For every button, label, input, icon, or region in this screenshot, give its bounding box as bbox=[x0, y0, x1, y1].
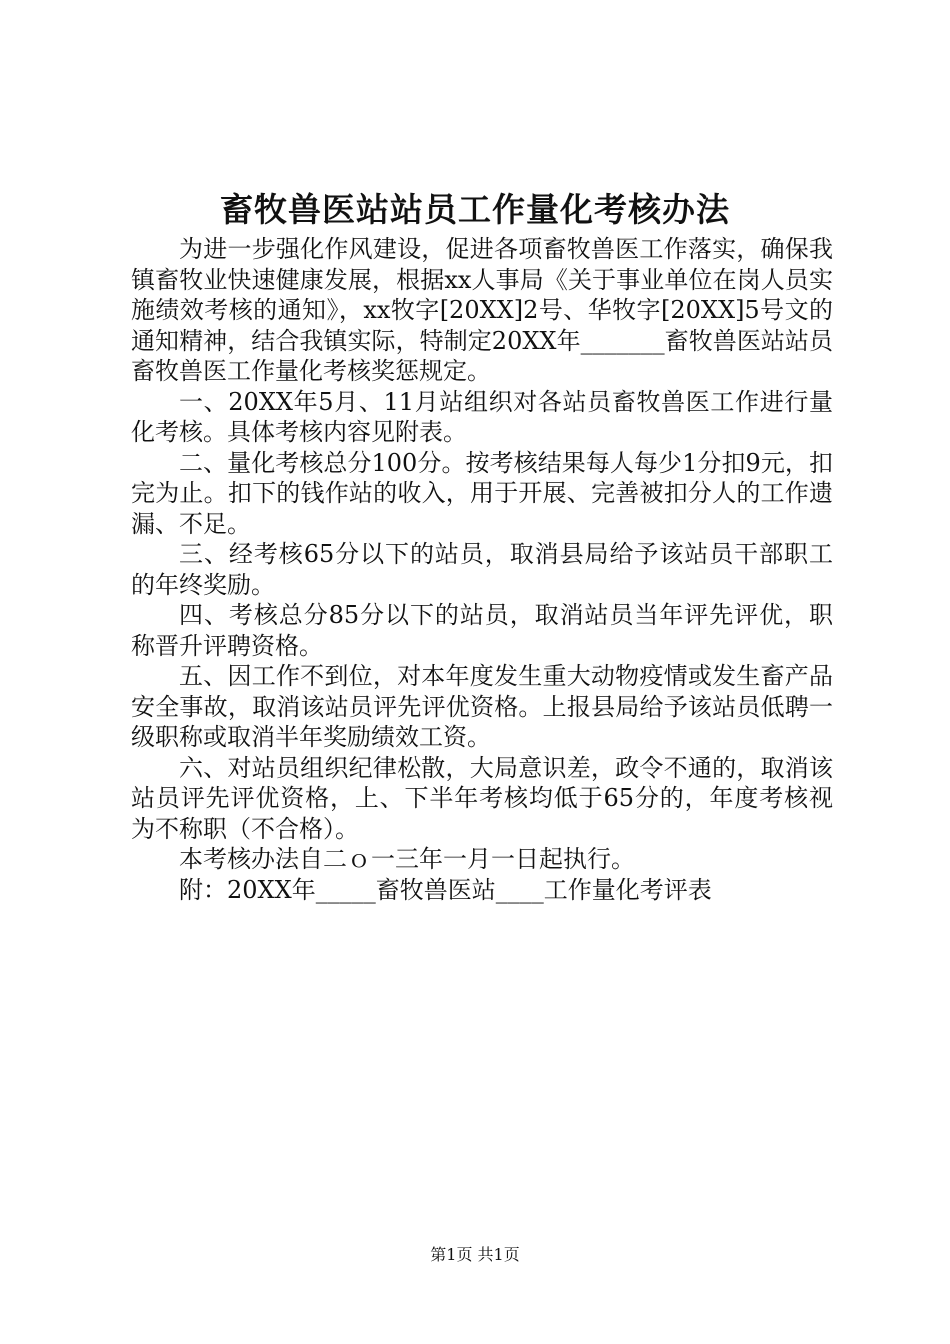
document-title: 畜牧兽医站站员工作量化考核办法 bbox=[220, 190, 730, 229]
paragraph-item-1: 一、20XX年5月、11月站组织对各站员畜牧兽医工作进行量化考核。具体考核内容见附表。 bbox=[131, 387, 833, 446]
paragraph-item-6: 六、对站员组织纪律松散，大局意识差，政令不通的，取消该站员评先评优资格，上、下半年考核均低于65分的，年度考核视为不称职（不合格）。 bbox=[131, 753, 833, 843]
paragraph-attachment: 附：20XX年_____畜牧兽医站____工作量化考评表 bbox=[179, 875, 712, 904]
paragraph-intro: 为进一步强化作风建设，促进各项畜牧兽医工作落实，确保我镇畜牧业快速健康发展，根据xx人事局《关于事业单位在岗人员实施绩效考核的通知》，xx牧字[20XX]2号、华牧字[20XX]5号文的通知精神，结合我镇实际，特制定20XX年_______畜牧兽医站站员畜牧兽医工作量化考核奖惩规定。 bbox=[131, 235, 833, 385]
paragraph-effective-date: 本考核办法自二ｏ一三年一月一日起执行。 bbox=[179, 845, 635, 873]
paragraph-item-5: 五、因工作不到位，对本年度发生重大动物疫情或发生畜产品安全事故，取消该站员评先评优资格。上报县局给予该站员低聘一级职称或取消半年奖励绩效工资。 bbox=[131, 662, 833, 751]
paragraph-item-4: 四、考核总分85分以下的站员，取消站员当年评先评优，职称晋升评聘资格。 bbox=[131, 601, 833, 660]
page-footer: 第1页 共1页 bbox=[430, 1245, 520, 1264]
document-body bbox=[131, 234, 833, 905]
paragraph-item-2: 二、量化考核总分100分。按考核结果每人每少1分扣9元，扣完为止。扣下的钱作站的收入，用于开展、完善被扣分人的工作遗漏、不足。 bbox=[131, 448, 833, 538]
paragraph-item-3: 三、经考核65分以下的站员，取消县局给予该站员干部职工的年终奖励。 bbox=[131, 540, 833, 599]
